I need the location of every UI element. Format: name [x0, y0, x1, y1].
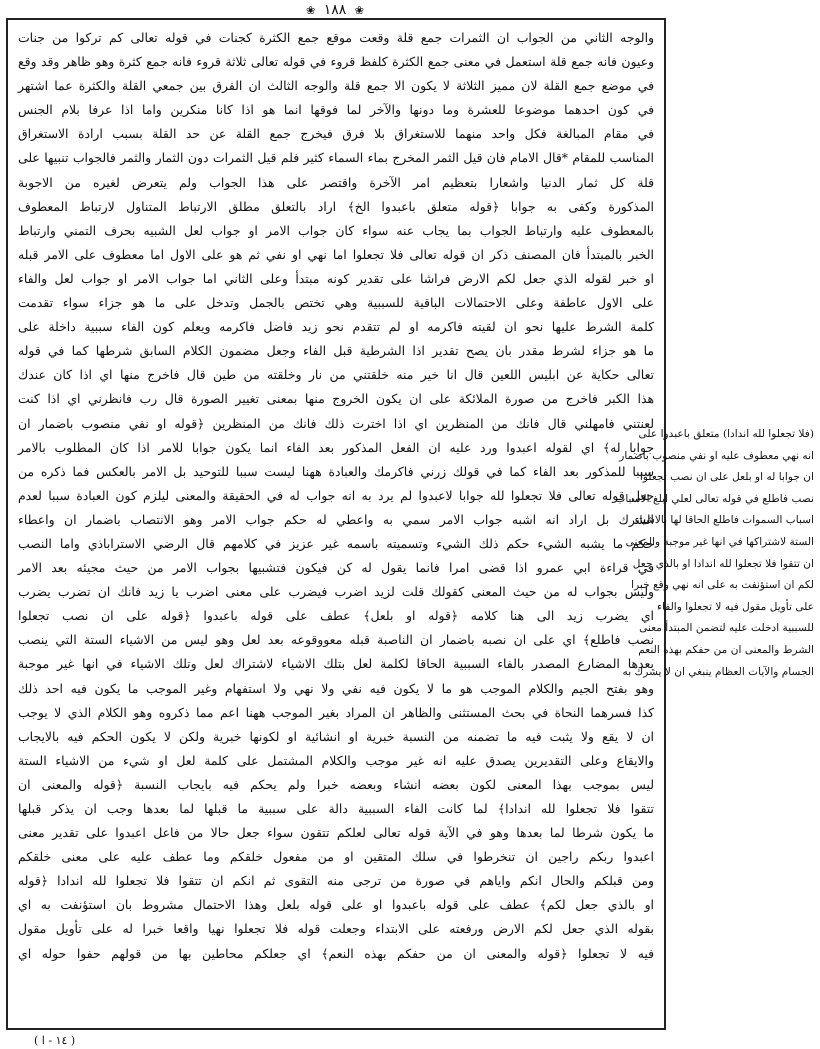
- text-line: ومن قبلكم والحال انكم واياهم في صورة من ترجى منه التقوى ثم انكم ان تتقوا فلا تجعلوا لله اندادا ﴿قوله: [18, 873, 654, 889]
- margin-text-line: اسباب السموات فاطلع الحاقا لها بالاشياء: [634, 514, 814, 527]
- text-line: او خبر لقوله الذي جعل لكم الارض فراشا على تقدير كونه مبتدأ وعلى الثاني اما جواب الامر او جواب لعل والفاء: [18, 270, 654, 286]
- text-line: وهو بفتح الجيم والكلام الموجب هو ما لا يكون فيه نفي ولا نهي ولا استفهام وغير الموجب ما يكون فيه احد ذلك: [18, 680, 654, 696]
- text-line: ان لا يقع ولا يثبت فيه ما تضمنه من النسبة خبرية او انشائية او لكونها خبرية ولكن لا يكون الحكم فيه بالايجاب: [18, 728, 654, 744]
- margin-text-line: (فلا تجعلوا لله اندادا) متعلق باعبدوا على: [638, 428, 814, 440]
- margin-text-line: الستة لاشتراكها في انها غير موجبة والمعنى: [625, 535, 814, 548]
- ornament-right-icon: ❀: [354, 4, 364, 17]
- ornament-left-icon: ❀: [306, 4, 316, 17]
- margin-text-line: ان جوابا له او بلعل على ان نصب تجعلوا: [639, 471, 814, 484]
- text-line: ما هو جزاء لشرط مقدر بان يصح تقدير اذا الشرطية قبل الفاء وجعل مضمون الكلام السابق شرطها كما في قوله: [18, 343, 654, 359]
- margin-text-column: [615, 424, 814, 683]
- text-line: بالمعطوف عليه وارتباط الجواب بما يجاب عنه سواء كان جواب الامر او جواب لعل الشبيه بحرف التمني وارتباط: [18, 222, 654, 238]
- text-line: في قراءة ابي عمرو اذا قضى امرا فانما يقول له كن فيكون فتشبيها بجواب الامر من حيث مجيئه بعد الامر: [18, 560, 654, 576]
- text-line: او بالذي جعل لكم﴾ عطف على قوله باعبدوا او على قوله بلعل وهذا الاحتمال مشروط بان استؤنفت به اي: [18, 897, 654, 913]
- margin-text-line: نصب فاطلع في قوله تعالى لعلي ابلغ الاسباب: [615, 492, 814, 505]
- signature-mark: ( ١٤ - ا ): [34, 1034, 76, 1047]
- text-line: اي يضرب زيد الى هنا كلامه ﴿قوله او بلعل﴾ عطف على قوله باعبدوا ﴿قوله على ان نصب تجعلوا: [18, 608, 654, 624]
- text-line: في موضع جمع القلة لان مميز الثلاثة لا يكون الا جمع قلة والوجه الثالث ان الفرق بين جمعي القلة والكثرة عما اشتهر: [18, 78, 654, 94]
- text-line: والايقاع وعلى التقديرين يصدق عليه انه غير موجب والكلام المشتمل على كلمة لعل او شيء من الاشياء الستة: [18, 752, 654, 768]
- text-line: بقوله الذي جعل لكم الارض ورفعته على الابتداء وجعلت قوله فلا تجعلوا نهيا واقعا خبرا له على تأويل مقول: [18, 921, 654, 937]
- text-line: جوابا له﴾ اي لقوله اعبدوا ورد عليه ان الفعل المذكور بعد الفاء انما يكون جوابا للامر اذا كان المطلوب بالامر: [18, 439, 654, 455]
- text-line: المذكورة وكفى به جوابا ﴿قوله متعلق باعبدوا الخ﴾ اراد بالتعلق مطلق الارتباط المتناول لارتباط المعطوف: [18, 198, 654, 214]
- text-line: بعدها المضارع المصدر بالفاء السببية الحاقا لكلمة لعل بتلك الاشياء لاشتراك لعل وتلك الاشياء في انها غير موجبة: [18, 656, 654, 672]
- text-line: تتقوا فلا تجعلوا لله اندادا﴾ لما كانت الفاء السببية دالة على سببية ما قبلها لما بعدها وجب ان يذكر قبلها: [18, 801, 654, 816]
- text-line: الشرك بل اراد انه اشبه جواب الامر سمي به واعطي له حكم جواب الامر وهو الانتصاب باضمار ان واعطاء: [18, 511, 654, 527]
- text-line: [18, 990, 654, 1014]
- page-header: [0, 2, 670, 19]
- text-line: وعيون فانه جمع قلة استعمل في معنى جمع الكثرة كلفظ قروء في قوله تعالى ثلاثة قروء فانه جمع كثرة وهو ظاهر وقد وقع: [18, 54, 654, 70]
- text-line: نصب فاطلع﴾ اي على ان نصبه باضمار ان الناصبة قبله معووقوعه بعد لعل وهو ليس من الاشياء الستة التي ينصب: [18, 632, 654, 648]
- text-line: في كون احدهما موضوعا للعشرة وما دونها والآخر لما فوقها انما هو اذا كانا منكرين واما اذا عرفا بلام الجنس: [18, 102, 654, 118]
- text-line: حكم ما يشبه الشيء حكم ذلك الشيء وتسميته باسمه غير عزيز في كلامهم قال الرضي الاستراباذي واما النصب: [18, 535, 654, 551]
- text-line: كلمة الشرط عليها نحو ان لقيته فاكرمه او لم تتقدم نحو زيد فاضل فاكرمه ويعلم كون الفاء سببية داخلة على: [18, 319, 654, 335]
- text-line: المناسب للمقام *قال الامام فان قيل الثمر المخرج بماء السماء كثير فلم قيل الثمرات دون الثمار والثمر فالجواب تنبيها على: [18, 150, 654, 166]
- text-line: سببا للمذكور بعد الفاء كما في قولك زرني فاكرمك والعبادة ههنا ليست سببا للتوحيد بل الامر بالعكس فما ذكره من: [18, 463, 654, 479]
- margin-text-line: ان تتقوا فلا تجعلوا لله اندادا او بالذي جعل: [632, 557, 814, 570]
- text-line: فيه لا تجعلوا ﴿قوله والمعنى ان من حفكم بهذه النعم﴾ اي جعلكم محاطين بها من قولهم حفوا حوله اي: [18, 945, 654, 961]
- text-line: ما يكون شرطا لما بعدها وهو في الآية قوله تعالى لعلكم تتقون سواء جعل حالا من فاعل اعبدوا على تقدير معنى: [18, 825, 654, 841]
- text-line: [18, 966, 654, 990]
- text-line: على الاول عاطفة وعلى الاحتمالات الباقية للسببية وهي تختص بالجمل وتدخل على ما هو جزاء سواء تقدمت: [18, 295, 654, 311]
- commentary-text-box: [6, 18, 666, 1030]
- margin-text-line: انه نهي معطوف عليه او نفي منصوب باضمار: [619, 449, 814, 462]
- text-line: لعنتني فامهلني قال فانك من المنظرين اي اذا اخترت ذلك فانك من المنظرين ﴿قوله او نفي منصوب باضمار ان: [18, 415, 654, 431]
- text-line: تعالى حكاية عن ابليس اللعين قال انا خير منه خلقتني من نار وخلقته من طين قال فاخرج منها اي اذا كان عندك: [18, 367, 654, 383]
- text-line: والوجه الثاني من الجواب ان الثمرات جمع قلة وقعت موقع جمع الكثرة كجنات في قوله تعالى كم تركوا من جنات: [18, 30, 654, 45]
- text-line: قلة كل ثمار الدنيا واشعارا بتعظيم امر الآخرة واقتصر على هذا الجواب ولم يتعرض لغيره من الاجوبة: [18, 174, 654, 190]
- text-line: كذا فسرهما النحاة في بحث المستثنى والظاهر ان المراد بغير الموجب ههنا اعم مما ذكروه وهو الكلام الذي لا يوجب: [18, 704, 654, 720]
- margin-text-line: لكم ان استؤنفت به على انه نهي وقع خبرا: [631, 579, 814, 592]
- page-number: ١٨٨: [323, 2, 347, 18]
- text-line: وليس بجواب له من حيث المعنى كقولك قلت لزيد اضرب فيضرب على معنى اضرب يا زيد فانك ان تضرب يضرب: [18, 584, 654, 600]
- text-line: جعل قوله تعالى فلا تجعلوا لله جوابا لاعبدوا لم يرد به انه جواب له في الحقيقة والمعنى ليلزم كون العبادة سببا لعدم: [18, 487, 654, 503]
- margin-text-line: الشرط والمعنى ان من حفكم بهذه النعم: [638, 643, 814, 656]
- margin-text-line: الجسام والآيات العظام ينبغي ان لا يشرك به: [622, 665, 814, 678]
- margin-text-line: على تأويل مقول فيه لا تجعلوا والفاء: [657, 600, 814, 613]
- text-line: في مقام المبالغة فكل واحد منهما للاستغراق بلا فرق فيخرج جمع القلة عن حد القلة بسبب ارادة الاستغراق: [18, 126, 654, 142]
- text-line: اعبدوا ربكم راجين ان تنخرطوا في سلك المتقين او من مفعول خلقكم وما عطف عليه على معنى خلقكم: [18, 849, 654, 865]
- text-line: الخبر بالمبتدأ فان المصنف ذكر ان قوله تعالى فلا تجعلوا اما نهي او نفي ثم هو على الاول اما معطوف على الامر قبله: [18, 246, 654, 262]
- margin-text-line: للسببية ادخلت عليه لتضمن المبتدأ معنى: [639, 622, 814, 635]
- text-line: هذا الكبر فاخرج من صورة الملائكة على ان يكون الخروج منها بمعنى تغيير الصورة قال رب فانظرني اي اذا كنت: [18, 391, 654, 407]
- text-line: ليس بموجب بهذا المعنى لكون بعضه انشاء وبعضه خبرا ولم يحكم فيه بايجاب النسبة ﴿قوله والمعنى ان: [18, 776, 654, 792]
